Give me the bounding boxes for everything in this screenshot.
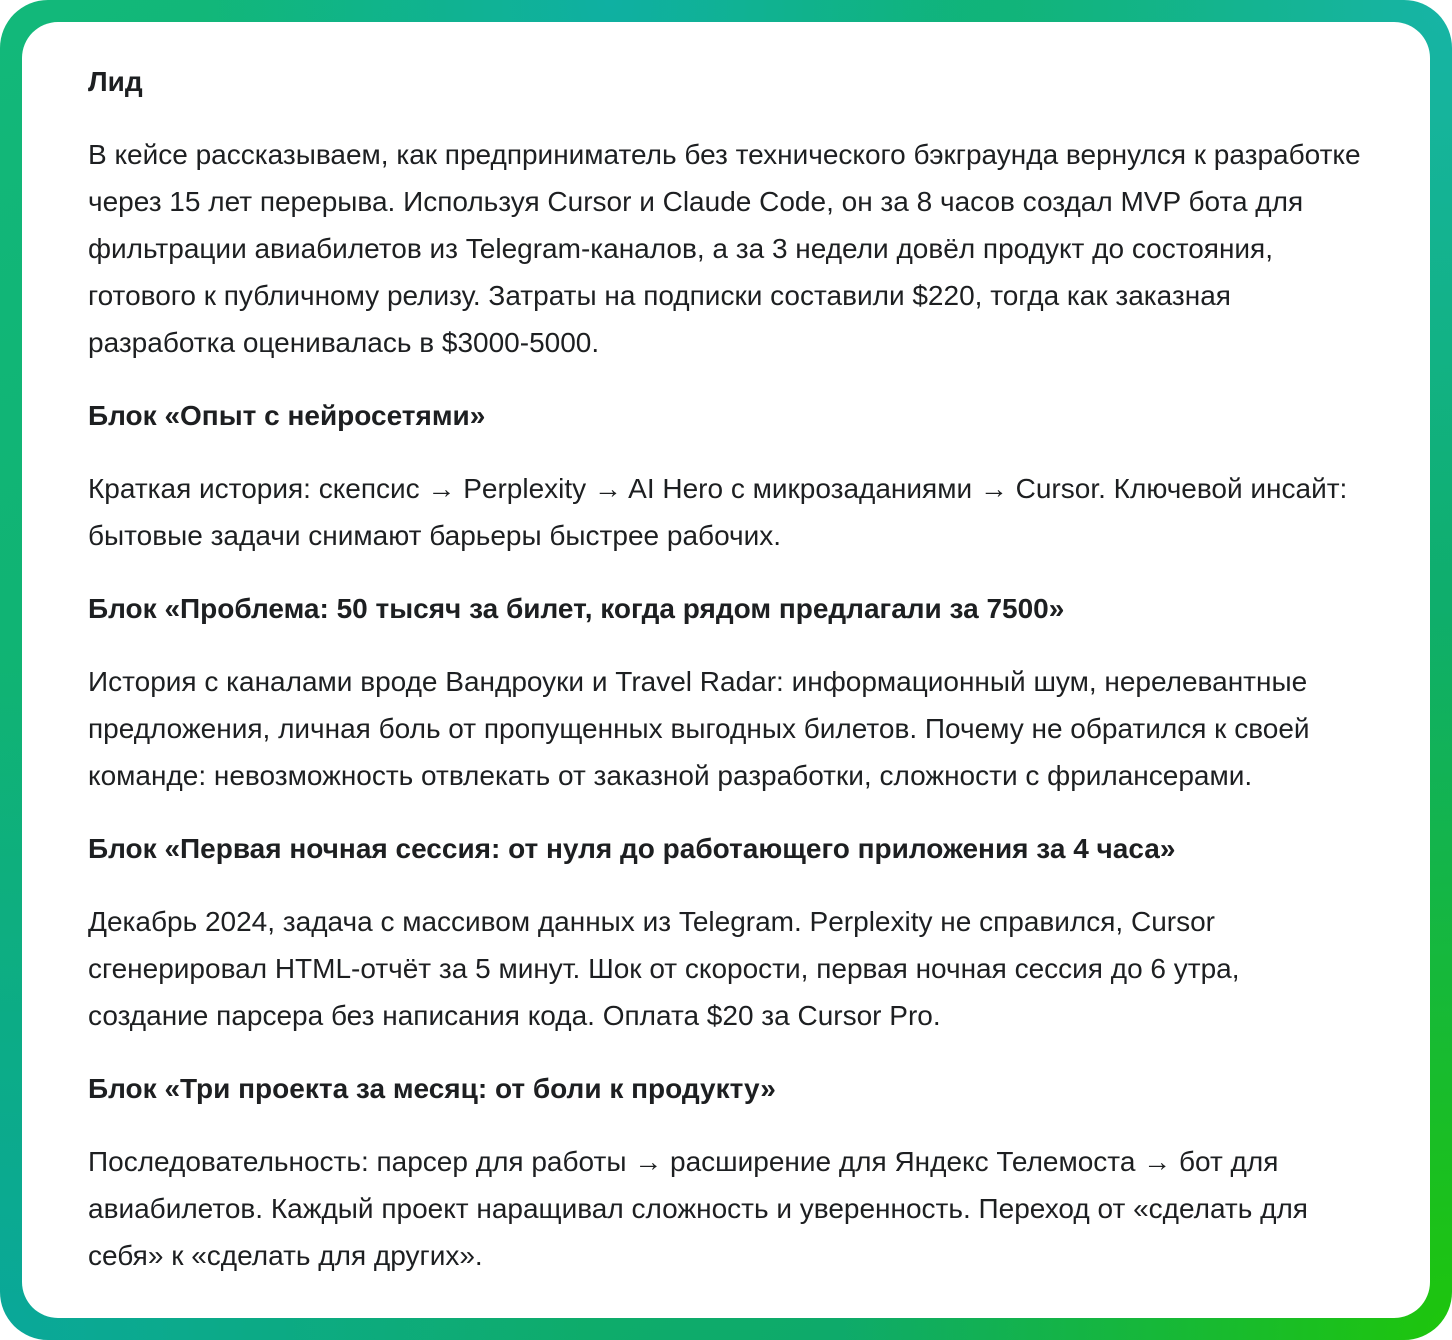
section-heading-three-projects: Блок «Три проекта за месяц: от боли к продукту» xyxy=(88,1073,776,1104)
section-heading-experience: Блок «Опыт с нейросетями» xyxy=(88,400,486,431)
section-body-experience: Краткая история: скепсис → Perplexity → AI Hero с микрозаданиями → Cursor. Ключевой инсайт: бытовые задачи снимают барьеры быстрее рабочих. xyxy=(88,473,1348,551)
section-body-first-night-session: Декабрь 2024, задача с массивом данных из Telegram. Perplexity не справился, Cursor сгенерировал HTML-отчёт за 5 минут. Шок от скорости, первая ночная сессия до 6 утра, создание парсера без написания кода. Оплата $20 за Cursor Pro. xyxy=(88,906,1240,1031)
lead-paragraph: В кейсе рассказываем, как предприниматель без технического бэкграунда вернулся к разработке через 15 лет перерыва. Используя Cursor и Claude Code, он за 8 часов создал MVP бота для фильтрации авиабилетов из Telegram-каналов, а за 3 недели довёл продукт до состояния, готового к публичному релизу. Затраты на подписки составили $220, тогда как заказная разработка оценивалась в $3000-5000. xyxy=(88,139,1361,358)
document-title: Лид xyxy=(88,66,143,97)
document-card xyxy=(22,22,1430,1318)
section-heading-problem: Блок «Проблема: 50 тысяч за билет, когда рядом предлагали за 7500» xyxy=(88,593,1065,624)
section-body-three-projects: Последовательность: парсер для работы → расширение для Яндекс Телемоста → бот для авиабилетов. Каждый проект наращивал сложность и уверенность. Переход от «сделать для себя» к «сделать для других». xyxy=(88,1146,1308,1271)
section-heading-first-night-session: Блок «Первая ночная сессия: от нуля до работающего приложения за 4 часа» xyxy=(88,833,1176,864)
section-body-problem: История с каналами вроде Вандроуки и Travel Radar: информационный шум, нерелевантные предложения, личная боль от пропущенных выгодных билетов. Почему не обратился к своей команде: невозможность отвлекать от заказной разработки, сложности с фрилансерами. xyxy=(88,666,1310,791)
